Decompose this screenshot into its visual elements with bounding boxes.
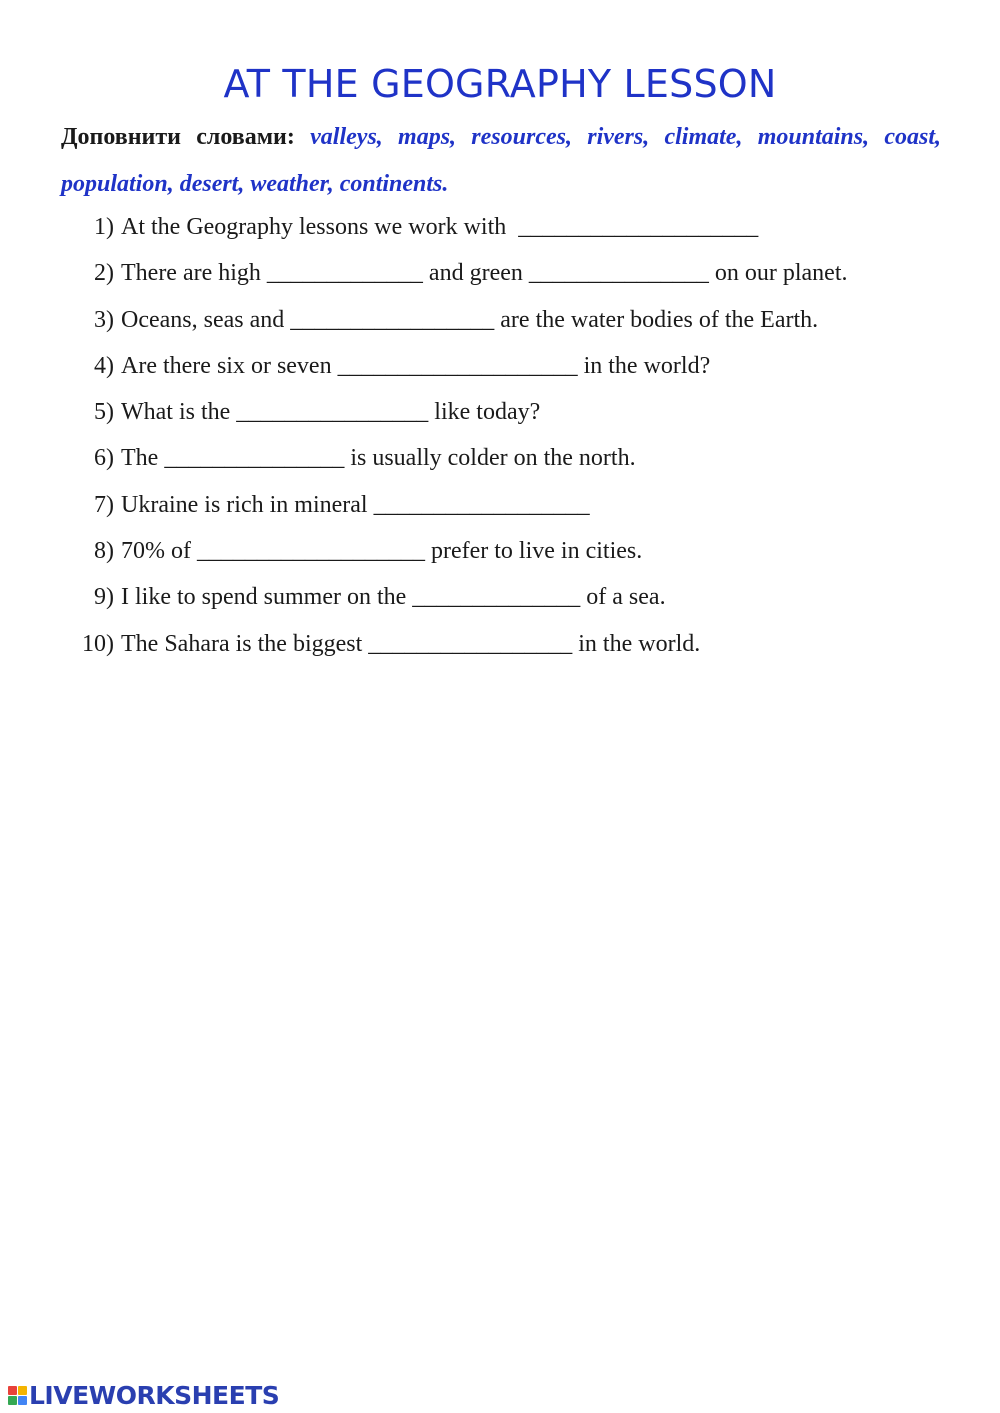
question-text: 70% of ___________________ prefer to live in cities. bbox=[121, 538, 643, 565]
question-item bbox=[0, 347, 1000, 393]
liveworksheets-logo-icon bbox=[8, 1386, 27, 1405]
logo-square bbox=[8, 1386, 17, 1395]
question-list bbox=[0, 208, 1000, 671]
logo-square bbox=[18, 1386, 27, 1395]
question-text: There are high _____________ and green _______________ on our planet. bbox=[121, 260, 848, 287]
question-text: Ukraine is rich in mineral __________________ bbox=[121, 491, 590, 518]
question-number: 3) bbox=[94, 306, 114, 333]
word-bank bbox=[61, 114, 941, 208]
question-number: 1) bbox=[94, 214, 114, 240]
question-number: 7) bbox=[94, 491, 114, 518]
word-bank-label: Доповнити словами: bbox=[61, 124, 295, 150]
question-number: 10) bbox=[82, 630, 114, 657]
question-text: What is the ________________ like today? bbox=[121, 399, 541, 426]
question-number: 5) bbox=[94, 399, 114, 426]
question-item bbox=[0, 208, 1000, 254]
question-text: The Sahara is the biggest _________________ in the world. bbox=[121, 630, 701, 657]
question-item bbox=[0, 301, 1000, 347]
question-number: 8) bbox=[94, 538, 114, 565]
question-text: Oceans, seas and _________________ are the water bodies of the Earth. bbox=[121, 306, 819, 333]
logo-square bbox=[8, 1396, 17, 1405]
liveworksheets-footer[interactable] bbox=[8, 1381, 279, 1409]
question-number: 9) bbox=[94, 584, 114, 611]
word-bank-list: valleys, maps, resources, rivers, climate, mountains, coast, population, desert, weather, continents. bbox=[61, 124, 942, 197]
question-number: 2) bbox=[94, 260, 114, 287]
brand-name: LIVEWORKSHEETS bbox=[29, 1380, 280, 1410]
question-item bbox=[0, 393, 1000, 439]
logo-square bbox=[18, 1396, 27, 1405]
question-text: The _______________ is usually colder on the north. bbox=[121, 445, 636, 472]
question-item bbox=[0, 486, 1000, 532]
question-text: At the Geography lessons we work with ____________________ bbox=[121, 214, 759, 240]
question-item bbox=[0, 532, 1000, 578]
worksheet-title: AT THE GEOGRAPHY LESSON bbox=[223, 62, 777, 106]
question-item bbox=[0, 439, 1000, 485]
question-item bbox=[0, 254, 1000, 300]
question-text: I like to spend summer on the ______________ of a sea. bbox=[121, 584, 666, 611]
question-number: 4) bbox=[94, 352, 114, 379]
question-text: Are there six or seven ____________________ in the world? bbox=[121, 352, 711, 379]
question-item bbox=[0, 625, 1000, 671]
question-number: 6) bbox=[94, 445, 114, 472]
question-item bbox=[0, 578, 1000, 624]
